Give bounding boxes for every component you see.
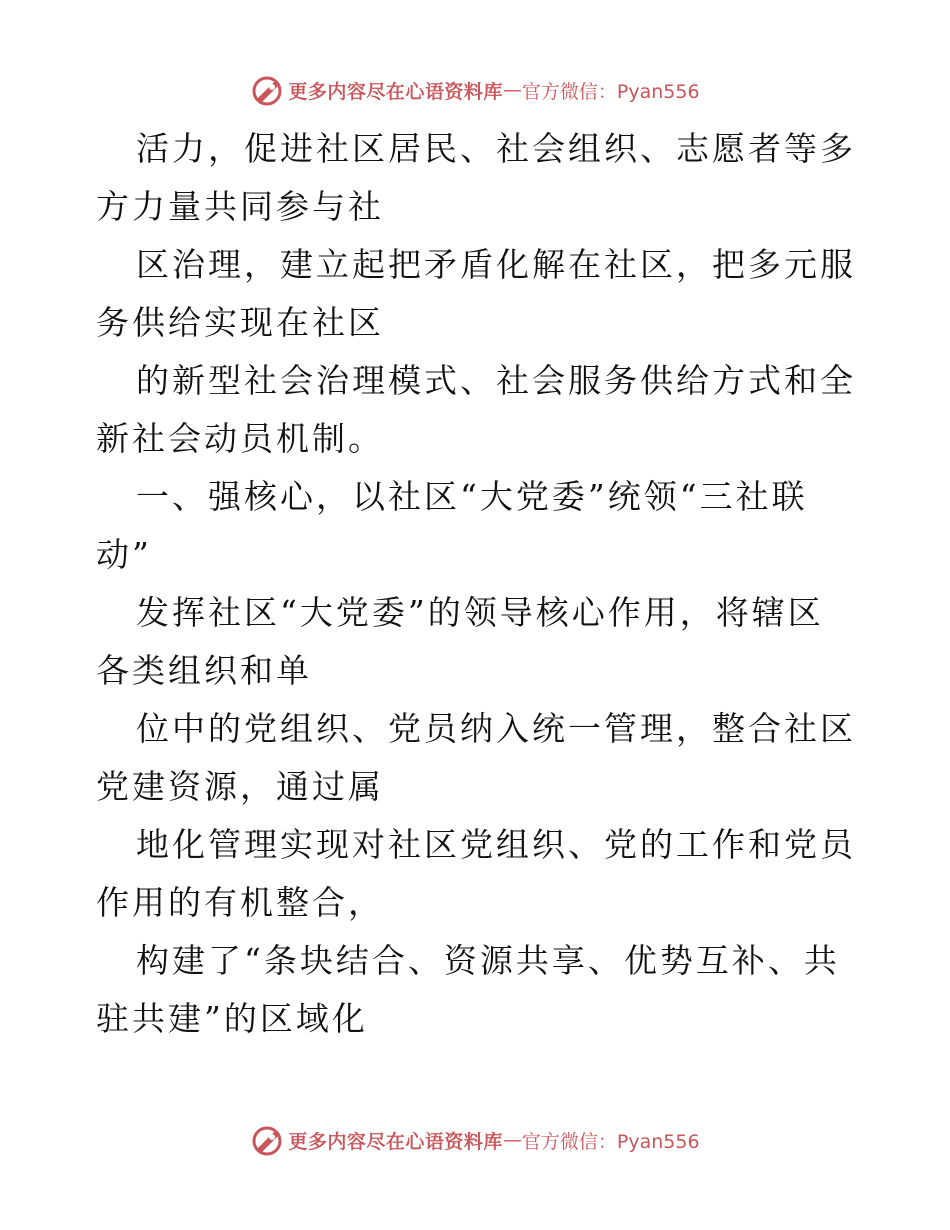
footer-banner — [0, 1120, 950, 1160]
banner-text: 更多内容尽在心语资料库 — [288, 1130, 503, 1153]
banner-wechat: 官方微信：Pyan556 — [521, 80, 700, 103]
pen-nib-logo-icon — [250, 73, 284, 107]
section-heading: 一、强核心，以社区“大党委”统领“三社联动” — [96, 477, 808, 574]
document-body — [96, 120, 856, 1048]
paragraph-5: 位中的党组织、党员纳入统一管理，整合社区党建资源，通过属 — [96, 709, 856, 806]
paragraph-1: 活力，促进社区居民、社会组织、志愿者等多方力量共同参与社 — [96, 129, 856, 226]
paragraph-7: 构建了“条块结合、资源共享、优势互补、共驻共建”的区域化 — [96, 941, 840, 1038]
paragraph-3: 的新型社会治理模式、社会服务供给方式和全新社会动员机制。 — [96, 361, 856, 458]
paragraph-2: 区治理，建立起把矛盾化解在社区，把多元服务供给实现在社区 — [96, 245, 856, 342]
banner-separator: — — [502, 79, 522, 101]
paragraph-4: 发挥社区“大党委”的领导核心作用，将辖区各类组织和单 — [96, 593, 824, 690]
banner-text: 更多内容尽在心语资料库 — [288, 80, 503, 103]
pen-nib-logo-icon — [250, 1123, 284, 1157]
paragraph-6: 地化管理实现对社区党组织、党的工作和党员作用的有机整合， — [96, 825, 856, 922]
banner-separator: — — [502, 1129, 522, 1151]
banner-wechat: 官方微信：Pyan556 — [521, 1130, 700, 1153]
header-banner — [0, 70, 950, 110]
